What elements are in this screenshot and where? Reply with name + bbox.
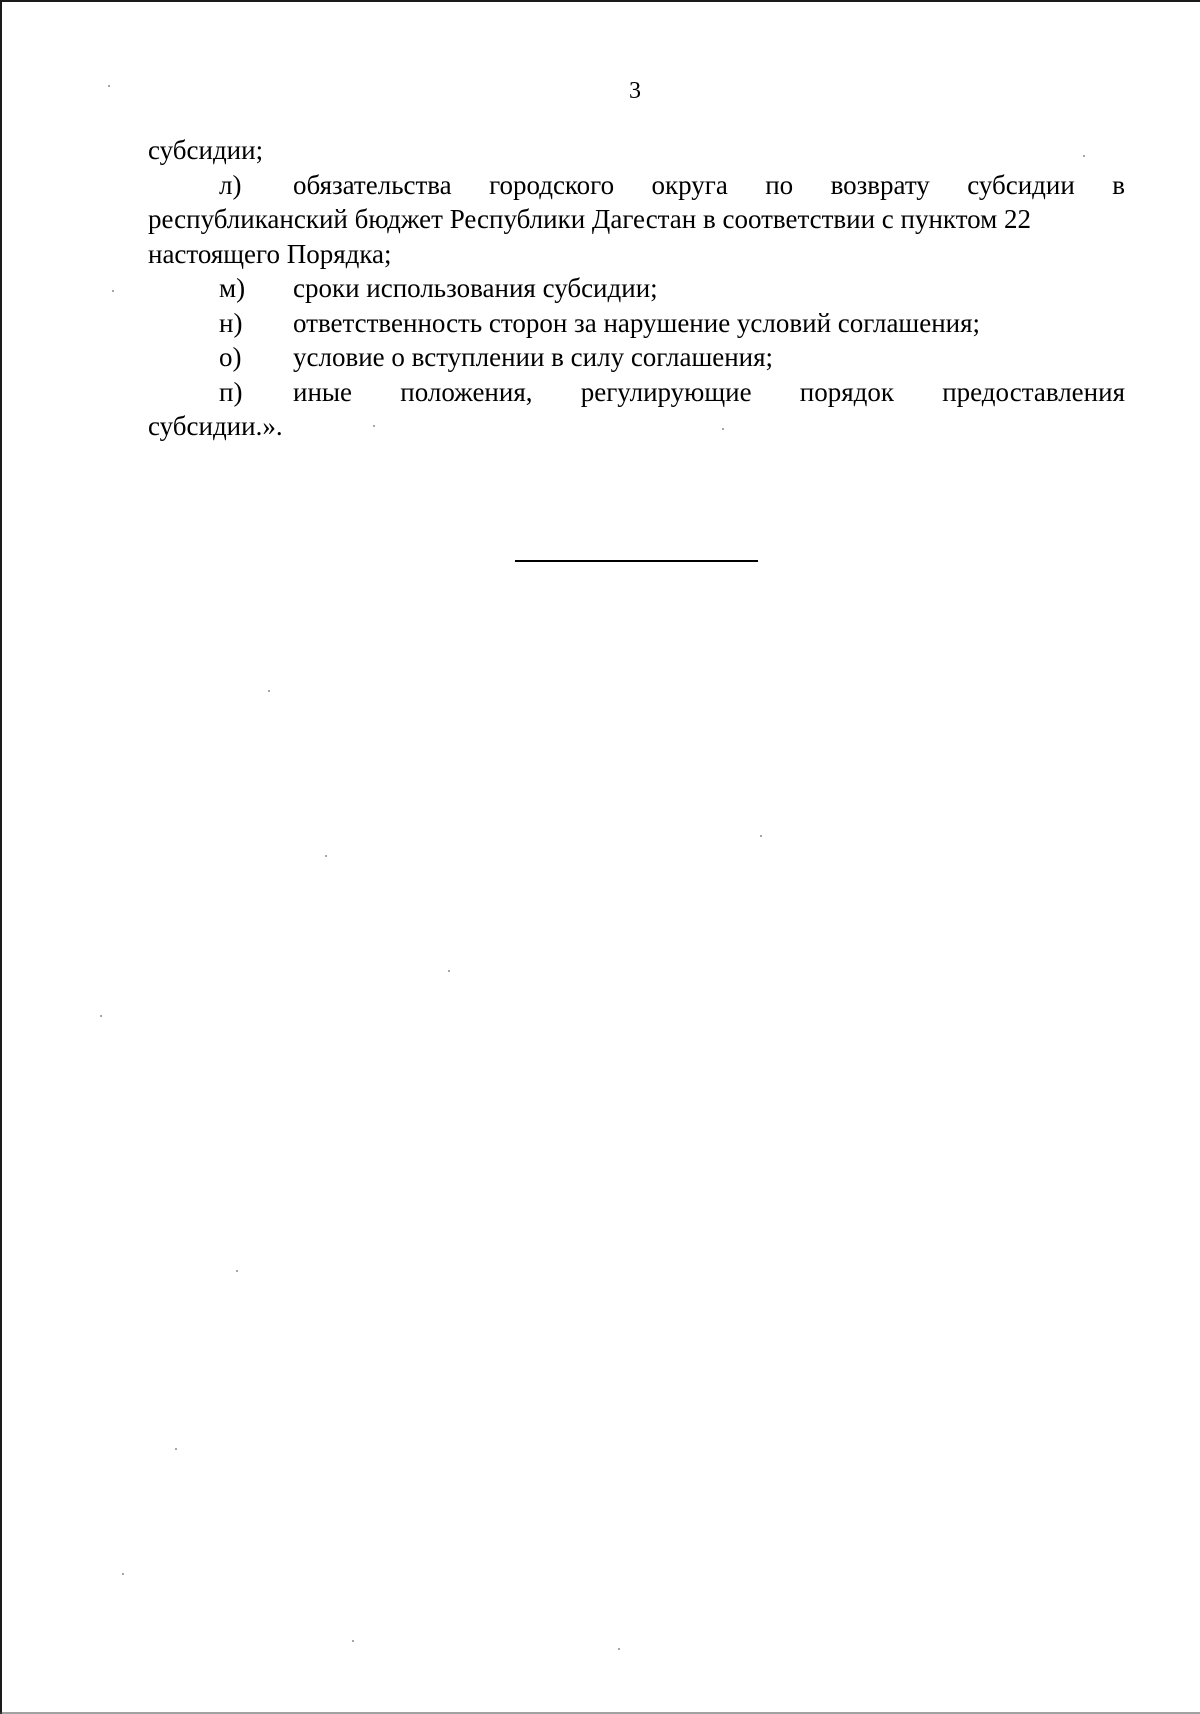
item-text: сроки использования субсидии; [293,273,658,303]
word: обязательства [293,169,452,200]
word: возврату [830,169,930,200]
item-continuation: субсидии.». [148,411,283,441]
scan-speck [175,1448,177,1450]
item-continuation: республиканский бюджет Республики Дагестан в соответствии с пунктом 22 [148,204,1031,234]
scan-speck [722,428,724,430]
document-body [148,133,1125,444]
scan-speck [122,1573,124,1575]
item-text: ответственность сторон за нарушение условий соглашения; [293,307,981,338]
word: округа [651,169,728,200]
item-letter: о) [219,342,242,372]
word: в [1112,169,1125,200]
scan-speck [760,835,762,837]
item-text: условие о вступлении в силу соглашения; [293,342,774,372]
scan-speck [1083,155,1085,157]
word: регулирующие [580,376,752,407]
scan-speck [448,970,450,972]
list-item-m [148,271,1125,306]
list-item-o [148,340,1125,375]
scan-speck [100,1015,102,1017]
paragraph-start: субсидии; [148,135,264,165]
item-letter: п) [219,376,243,407]
end-divider-line [515,560,758,562]
word: по [765,169,794,200]
scan-border-left [0,0,2,1714]
word: городского [489,169,615,200]
list-item-n [148,306,1125,341]
item-letter: м) [219,273,246,303]
scan-speck [373,425,375,427]
item-first-line [293,375,1125,410]
scan-speck [618,1648,620,1650]
word: порядок [799,376,895,407]
item-letter: л) [219,169,242,200]
scan-border-top [0,0,1200,2]
scan-speck [112,290,114,292]
scan-speck [325,855,327,857]
scan-speck [108,85,110,87]
item-letter: н) [219,307,243,338]
list-item-l [148,168,1125,203]
page-number: 3 [629,78,641,104]
list-item-p [148,375,1125,410]
scan-speck [236,1270,238,1272]
item-first-line [293,168,1125,203]
item-continuation: настоящего Порядка; [148,238,392,269]
word: иные [293,376,353,407]
scan-speck [352,1640,354,1642]
word: предоставления [942,376,1125,407]
scan-speck [268,690,270,692]
word: субсидии [967,169,1075,200]
word: положения, [400,376,533,407]
